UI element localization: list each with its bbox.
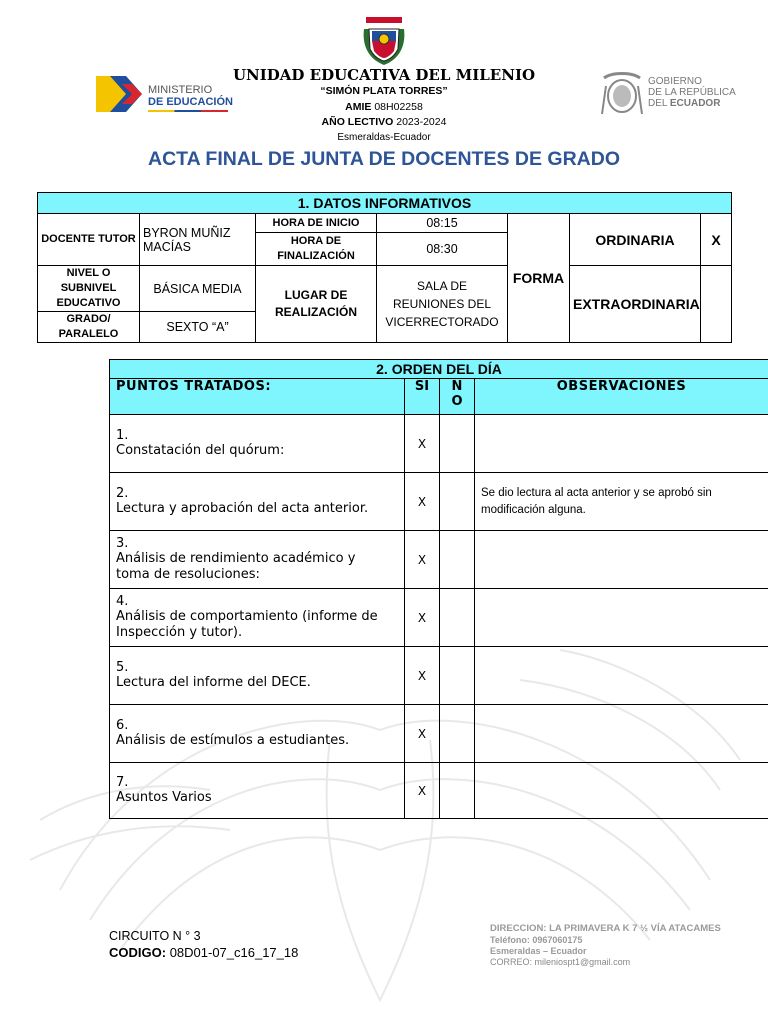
punto-number: 1. xyxy=(116,428,129,443)
si-mark: X xyxy=(405,531,440,589)
subnivel-value: BÁSICA MEDIA xyxy=(140,266,256,312)
correo: CORREO: mileniospt1@gmail.com xyxy=(490,957,631,967)
codigo-label: CODIGO: xyxy=(109,945,167,960)
si-mark: X xyxy=(405,705,440,763)
no-mark xyxy=(440,647,475,705)
si-mark: X xyxy=(405,647,440,705)
table-row xyxy=(110,415,768,473)
observacion xyxy=(475,589,768,647)
si-mark: X xyxy=(405,473,440,531)
table-row xyxy=(110,763,768,819)
col-obs: OBSERVACIONES xyxy=(475,379,768,415)
hora-inicio-value: 08:15 xyxy=(377,214,508,233)
hora-fin-label: HORA DE FINALIZACIÓN xyxy=(256,233,377,266)
table-row xyxy=(110,647,768,705)
punto-number: 4. xyxy=(116,594,129,609)
no-mark xyxy=(440,763,475,819)
punto-cell xyxy=(110,763,405,819)
codigo-line xyxy=(109,945,298,960)
observacion xyxy=(475,705,768,763)
si-mark: X xyxy=(405,415,440,473)
subnivel-label: NIVEL O SUBNIVEL EDUCATIVO xyxy=(38,266,140,312)
circuito: CIRCUITO N ° 3 xyxy=(109,929,201,943)
section2-title: 2. ORDEN DEL DÍA xyxy=(110,360,768,379)
datos-informativos-table xyxy=(37,192,732,343)
ministry-line1: MINISTERIO xyxy=(148,84,213,96)
location: Esmeraldas-Ecuador xyxy=(337,132,431,143)
codigo-value: 08D01-07_c16_17_18 xyxy=(169,945,299,960)
ciudad: Esmeraldas – Ecuador xyxy=(490,946,587,956)
punto-number: 6. xyxy=(116,718,129,733)
year-label: AÑO LECTIVO xyxy=(321,116,394,128)
no-mark xyxy=(440,589,475,647)
lugar-label: LUGAR DE REALIZACIÓN xyxy=(256,266,377,343)
amie-value: 08H02258 xyxy=(374,101,423,113)
punto-cell xyxy=(110,473,405,531)
telefono: Teléfono: 0967060175 xyxy=(490,935,583,945)
table-row xyxy=(110,589,768,647)
ordinaria-label: ORDINARIA xyxy=(570,214,701,266)
school-name: UNIDAD EDUCATIVA DEL MILENIO xyxy=(232,66,536,84)
gov-line1: GOBIERNO xyxy=(648,76,702,87)
hora-inicio-label: HORA DE INICIO xyxy=(256,214,377,233)
section1-title: 1. DATOS INFORMATIVOS xyxy=(38,193,732,214)
ministry-line2: DE EDUCACIÓN xyxy=(148,96,233,108)
docente-label: DOCENTE TUTOR xyxy=(38,214,140,266)
no-mark xyxy=(440,705,475,763)
punto-cell xyxy=(110,705,405,763)
grado-value: SEXTO “A” xyxy=(140,312,256,343)
col-no: NO xyxy=(440,379,475,415)
punto-text: Análisis de rendimiento académico y toma de resoluciones: xyxy=(116,551,356,582)
hora-fin-value: 08:30 xyxy=(377,233,508,266)
punto-text: Constatación del quórum: xyxy=(116,443,285,458)
punto-text: Lectura y aprobación del acta anterior. xyxy=(116,501,369,516)
punto-number: 7. xyxy=(116,775,129,790)
year-line xyxy=(0,116,768,128)
forma-label: FORMA xyxy=(508,214,570,343)
extraordinaria-mark xyxy=(701,266,732,343)
no-mark xyxy=(440,473,475,531)
observacion xyxy=(475,647,768,705)
amie-label: AMIE xyxy=(345,101,372,113)
ordinaria-mark: X xyxy=(701,214,732,266)
observacion xyxy=(475,415,768,473)
gov-line3-bold: ECUADOR xyxy=(669,98,721,109)
punto-cell xyxy=(110,531,405,589)
punto-cell xyxy=(110,589,405,647)
extraordinaria-label: EXTRAORDINARIA xyxy=(570,266,701,343)
amie-line xyxy=(0,101,768,113)
table-row xyxy=(110,531,768,589)
table-row xyxy=(110,473,768,531)
observacion xyxy=(475,531,768,589)
table-row xyxy=(110,705,768,763)
document-title: ACTA FINAL DE JUNTA DE DOCENTES DE GRADO xyxy=(148,148,620,170)
punto-cell xyxy=(110,647,405,705)
year-value: 2023-2024 xyxy=(396,116,447,128)
school-crest-logo xyxy=(360,15,408,67)
punto-number: 5. xyxy=(116,660,129,675)
observacion xyxy=(475,763,768,819)
no-mark xyxy=(440,415,475,473)
no-mark xyxy=(440,531,475,589)
observacion: Se dio lectura al acta anterior y se aprobó sin modificación alguna. xyxy=(475,473,768,531)
col-puntos: PUNTOS TRATADOS: xyxy=(110,379,405,415)
col-si: SI xyxy=(405,379,440,415)
punto-text: Análisis de comportamiento (informe de Inspección y tutor). xyxy=(116,609,378,640)
gov-line3-pre: DEL xyxy=(648,98,668,109)
direccion: DIRECCION: LA PRIMAVERA K 7 ½ VÍA ATACAMES xyxy=(490,923,721,934)
school-subname: “SIMÓN PLATA TORRES” xyxy=(320,85,448,97)
punto-number: 2. xyxy=(116,486,129,501)
gov-line2: DE LA REPÚBLICA xyxy=(648,87,736,98)
orden-del-dia-table xyxy=(109,359,768,819)
grado-label: GRADO/ PARALELO xyxy=(38,312,140,343)
punto-text: Lectura del informe del DECE. xyxy=(116,675,311,690)
punto-cell xyxy=(110,415,405,473)
si-mark: X xyxy=(405,589,440,647)
punto-text: Análisis de estímulos a estudiantes. xyxy=(116,733,350,748)
si-mark: X xyxy=(405,763,440,819)
punto-number: 3. xyxy=(116,536,129,551)
lugar-value: SALA DE REUNIONES DEL VICERRECTORADO xyxy=(377,266,508,343)
punto-text: Asuntos Varios xyxy=(116,790,212,805)
docente-value: BYRON MUÑIZ MACÍAS xyxy=(140,214,256,266)
